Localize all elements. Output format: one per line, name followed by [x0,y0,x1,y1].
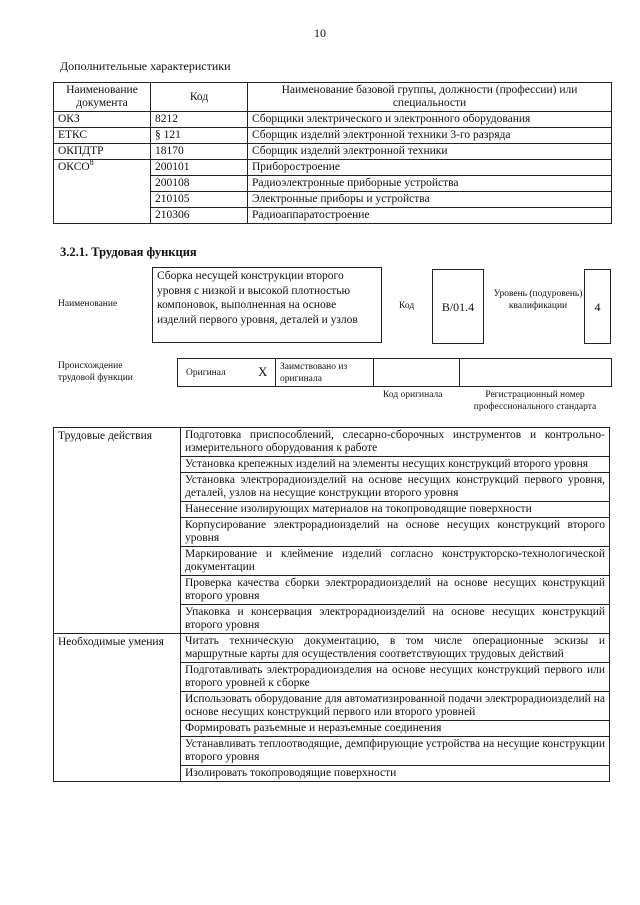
cell-doc: ОКЗ [54,112,151,128]
origin-code-label: Код оригинала [383,390,443,400]
original-label: Оригинал [186,368,226,378]
cell-name: Сборщик изделий электронной техники 3-го разряда [248,128,612,144]
table-row [54,112,612,128]
function-details-table [53,427,610,782]
code-value: В/01.4 [432,269,484,344]
table-header-row [54,83,612,112]
skill-item: Изолировать токопроводящие поверхности [181,766,610,782]
table-row [54,128,612,144]
function-name-label: Наименование [58,299,118,309]
skills-label: Необходимые умения [54,634,181,782]
extra-characteristics-table [53,82,612,224]
cell-doc: ОКПДТР [54,144,151,160]
action-item: Упаковка и консервация электрорадиоизделий на основе несущих конструкций второго уровня [181,605,610,634]
origin-divider [373,359,374,386]
cell-code: 18170 [151,144,248,160]
table-row [54,160,612,176]
origin-divider [459,359,460,386]
header-code: Код [151,83,248,112]
cell-doc-okso [54,160,151,224]
action-item: Нанесение изолирующих материалов на токопроводящие поверхности [181,502,610,518]
origin-label: Происхождение трудовой функции [58,361,133,383]
table-row [54,428,610,457]
footnote-mark: 8 [89,158,94,168]
action-item: Маркирование и клеймение изделий согласно конструкторско-технологической документации [181,547,610,576]
table-row [54,144,612,160]
section-title: Дополнительные характеристики [60,59,231,73]
action-item: Корпусирование электрорадиоизделий на основе несущих конструкций второго уровня [181,518,610,547]
cell-name: Сборщик изделий электронной техники [248,144,612,160]
doc-okso-label: ОКСО [58,161,90,173]
header-doc: Наименование документа [54,83,151,112]
cell-code: § 121 [151,128,248,144]
table-row [54,634,610,663]
skill-item: Читать техническую документацию, в том числе операционные эскизы и маршрутные карты для осуществления соответствующих трудовых действий [181,634,610,663]
skill-item: Использовать оборудование для автоматизированной подачи электрорадиоизделий на основе несущих конструкций первого или второго уровней [181,692,610,721]
cell-doc: ЕТКС [54,128,151,144]
function-heading: 3.2.1. Трудовая функция [60,245,197,259]
actions-label: Трудовые действия [54,428,181,634]
skill-item: Подготавливать электрорадиоизделия на основе несущих конструкций первого или второго уровней к сборке [181,663,610,692]
cell-name: Приборостроение [248,160,612,176]
cell-name: Радиоэлектронные приборные устройства [248,176,612,192]
reg-number-label: Регистрационный номер профессионального стандарта [473,390,597,412]
original-mark: Х [258,364,268,379]
cell-name: Сборщики электрического и электронного оборудования [248,112,612,128]
origin-row [177,358,612,387]
cell-code: 200108 [151,176,248,192]
borrowed-label: Заимствовано из оригинала [280,362,348,384]
header-name: Наименование базовой группы, должности (профессии) или специальности [248,83,612,112]
skill-item: Устанавливать теплоотводящие, демпфирующие устройства на несущие конструкции второго уровня [181,737,610,766]
cell-code: 210306 [151,208,248,224]
cell-name: Радиоаппаратостроение [248,208,612,224]
action-item: Установка электрорадиоизделий на основе несущих конструкций первого уровня, деталей, узлов на несущие конструкции второго уровня [181,473,610,502]
level-value: 4 [584,269,611,344]
action-item: Проверка качества сборки электрорадиоизделий на основе несущих конструкций второго уровня [181,576,610,605]
cell-code: 8212 [151,112,248,128]
cell-code: 200101 [151,160,248,176]
cell-code: 210105 [151,192,248,208]
level-label: Уровень (подуровень) квалификации [493,289,583,311]
skill-item: Формировать разъемные и неразъемные соединения [181,721,610,737]
cell-name: Электронные приборы и устройства [248,192,612,208]
code-label: Код [399,301,415,311]
page-number: 10 [314,26,326,40]
function-name-value: Сборка несущей конструкции второго уровня с низкой и высокой плотностью компоновок, выполненная на основе изделий первого уровня, деталей и узлов [152,267,382,343]
origin-divider [275,359,276,386]
action-item: Подготовка приспособлений, слесарно-сборочных инструментов и контрольно-измерительного оборудования к работе [181,428,610,457]
action-item: Установка крепежных изделий на элементы несущих конструкций второго уровня [181,457,610,473]
